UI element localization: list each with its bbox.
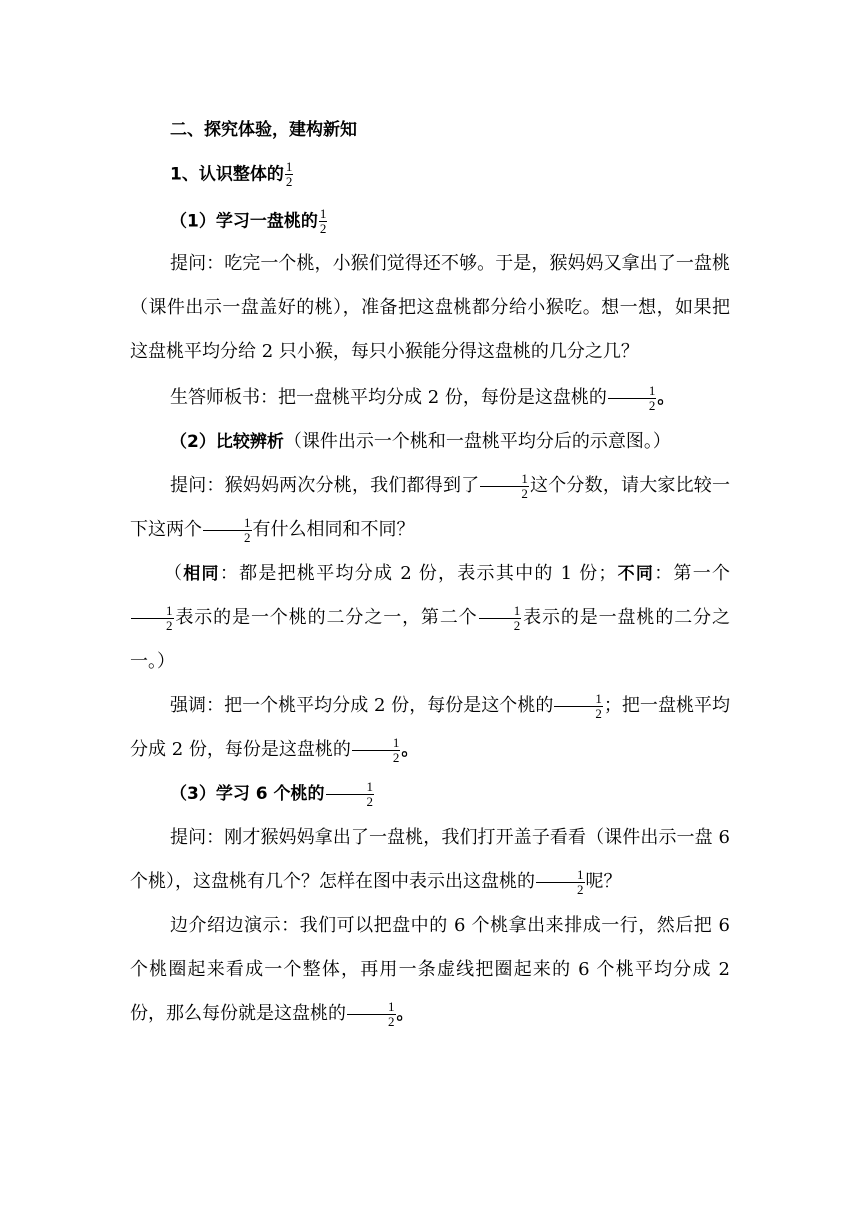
- fraction: $\frac{1}{2}$: [352, 736, 401, 765]
- document-body: [130, 110, 730, 1036]
- part1-question: 提问：吃完一个桃，小猴们觉得还不够。于是，猴妈妈又拿出了一盘桃（课件出示一盘盖好的桃），准备把这盘桃都分给小猴吃。想一想，如果把这盘桃平均分给 2 只小猴，每只小猴能分得这盘桃的几分之几？: [130, 253, 730, 362]
- fraction: $\frac{1}{2}$: [326, 780, 375, 809]
- subsection-heading: [130, 160, 730, 189]
- fraction: $\frac{1}{2}$: [319, 206, 327, 236]
- fraction: $\frac{1}{2}$: [480, 472, 529, 501]
- fraction: $\frac{1}{2}$: [554, 692, 603, 721]
- fraction: $\frac{1}{2}$: [203, 516, 252, 545]
- section-title: 二、探究体验，建构新知: [170, 120, 357, 140]
- part3-question: 提问：刚才猴妈妈拿出了一盘桃，我们打开盖子看看（课件出示一盘 6 个桃），这盘桃有几个？怎样在图中表示出这盘桃的 $\frac{1}{2}$ 呢？: [130, 827, 730, 897]
- subsection-label: 1、认识整体的: [170, 164, 284, 185]
- part2-answer: （相同：都是把桃平均分成 2 份，表示其中的 1 份；不同：第一个 $\frac{1}{2}$ 表示的是一个桃的二分之一，第二个 $\frac{1}{2}$ 表示的是一盘桃的二分之一。）: [130, 563, 731, 672]
- fraction: $\frac{1}{2}$: [347, 1000, 396, 1029]
- part2-heading: （2）比较辨析（课件出示一个桃和一盘桃平均分后的示意图。）: [170, 431, 671, 452]
- fraction: $\frac{1}{2}$: [285, 159, 293, 189]
- part2-emphasis: 强调：把一个桃平均分成 2 份，每份是这个桃的 $\frac{1}{2}$ ；把一盘桃平均分成 2 份，每份是这盘桃的 $\frac{1}{2}$ 。: [130, 690, 731, 765]
- fraction: $\frac{1}{2}$: [479, 604, 522, 633]
- part1-answer: 生答师板书：把一盘桃平均分成 2 份，每份是这盘桃的 $\frac{1}{2}$ 。: [170, 382, 675, 413]
- fraction: $\frac{1}{2}$: [608, 384, 657, 413]
- fraction: $\frac{1}{2}$: [536, 868, 585, 897]
- part2-question: 提问：猴妈妈两次分桃，我们都得到了 $\frac{1}{2}$ 这个分数，请大家比较一下这两个 $\frac{1}{2}$ 有什么相同和不同？: [130, 470, 731, 545]
- part3-demo: 边介绍边演示：我们可以把盘中的 6 个桃拿出来排成一行，然后把 6 个桃圈起来看成一个整体，再用一条虚线把圈起来的 6 个桃平均分成 2 份，那么每份就是这盘桃的 $\frac{1}{2}$ 。: [130, 915, 730, 1029]
- part3-heading: （3）学习 6 个桃的 $\frac{1}{2}$: [170, 778, 373, 809]
- part1-heading: （1）学习一盘桃的 $\frac{1}{2}$: [170, 206, 327, 236]
- fraction: $\frac{1}{2}$: [131, 604, 174, 633]
